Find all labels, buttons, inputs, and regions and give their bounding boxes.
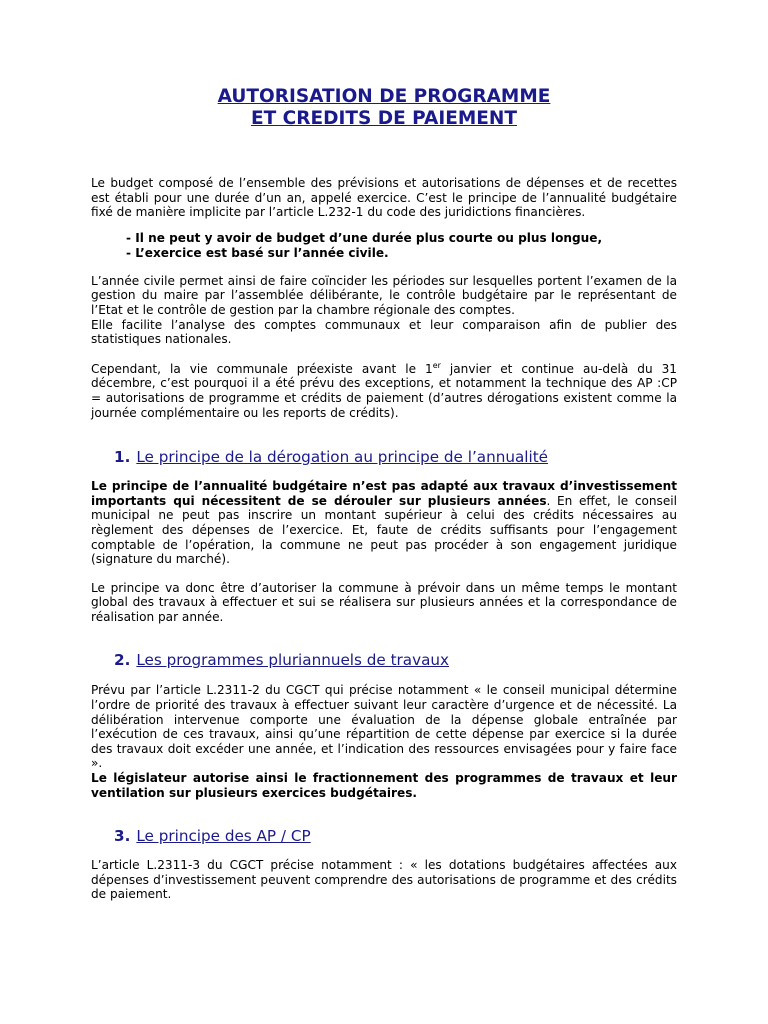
section-title: Les programmes pluriannuels de travaux (136, 651, 449, 670)
section-title: Le principe de la dérogation au principe de l’annualité (136, 448, 549, 467)
bullet-item: - Il ne peut y avoir de budget d’une durée plus courte ou plus longue, (126, 230, 603, 245)
intro-paragraph-3: Elle facilite l’analyse des comptes communaux et leur comparaison afin de publier des statistiques nationales. (91, 317, 677, 347)
section-number: 3. (114, 827, 131, 846)
section-1-paragraph-1: Le principe de l’annualité budgétaire n’est pas adapté aux travaux d’investissement importants qui nécessitent de se dérouler sur plusieurs années. En effet, le conseil municipal ne peut pas inscrire un montant supérieur à celui des crédits nécessaires au règlement des dépenses de l’exercice. Et, faute de crédits suffisants pour l’engagement comptable de l’opération, la commune ne peut pas procéder à son engagement juridique (signature du marché). (91, 479, 677, 567)
superscript-er: er (432, 360, 441, 370)
title-line-2: ET CREDITS DE PAIEMENT (250, 108, 518, 129)
intro-bullet-list (126, 231, 677, 261)
intro-paragraph-1: Le budget composé de l’ensemble des prévisions et autorisations de dépenses et de recettes est établi pour une durée d’un an, appelé exercice. C’est le principe de l’annualité budgétaire fixé de manière implicite par l’article L.232-1 du code des juridictions financières. (91, 176, 677, 220)
section-3-heading (91, 827, 677, 845)
title-line-1: AUTORISATION DE PROGRAMME (217, 86, 551, 107)
intro-paragraph-2: L’année civile permet ainsi de faire coïncider les périodes sur lesquelles portent l’examen de la gestion du maire par l’assemblée délibérante, le contrôle budgétaire par le représentant de l’Etat et le contrôle de gestion par la chambre régionale des comptes. (91, 273, 677, 317)
document-title (91, 86, 677, 130)
section-number: 1. (114, 448, 131, 467)
section-2-paragraph-2: Le législateur autorise ainsi le fractionnement des programmes de travaux et leur ventilation sur plusieurs exercices budgétaires. (91, 771, 677, 800)
section-1-heading (91, 448, 677, 466)
section-title: Le principe des AP / CP (136, 827, 311, 846)
intro-paragraph-4: Cependant, la vie communale préexiste avant le 1er janvier et continue au-delà du 31 décembre, c’est pourquoi il a été prévu des exceptions, et notamment la technique des AP :CP = autorisations de programme et crédits de paiement (d’autres dérogations existent comme la journée complémentaire ou les reports de crédits). (91, 360, 677, 420)
section-number: 2. (114, 651, 131, 670)
section-3-paragraph-1: L’article L.2311-3 du CGCT précise notamment : « les dotations budgétaires affectées aux dépenses d’investissement peuvent comprendre des autorisations de programme et des crédits de paiement. (91, 858, 677, 902)
section-1-paragraph-2: Le principe va donc être d’autoriser la commune à prévoir dans un même temps le montant global des travaux à effectuer et sui se réalisera sur plusieurs années et la correspondance de réalisation par année. (91, 580, 677, 624)
bullet-item: - L’exercice est basé sur l’année civile. (126, 245, 389, 260)
section-2-heading (91, 651, 677, 669)
section-2-paragraph-1: Prévu par l’article L.2311-2 du CGCT qui précise notamment « le conseil municipal détermine l’ordre de priorité des travaux à effectuer suivant leur caractère d’urgence et de nécessité. La délibération intervenue comporte une évaluation de la dépense globale entraînée par l’exécution de ces travaux, ainsi qu’une répartition de cette dépense par exercice si la durée des travaux doit excéder une année, et l’indication des ressources envisagées pour y faire face ». (91, 683, 677, 771)
